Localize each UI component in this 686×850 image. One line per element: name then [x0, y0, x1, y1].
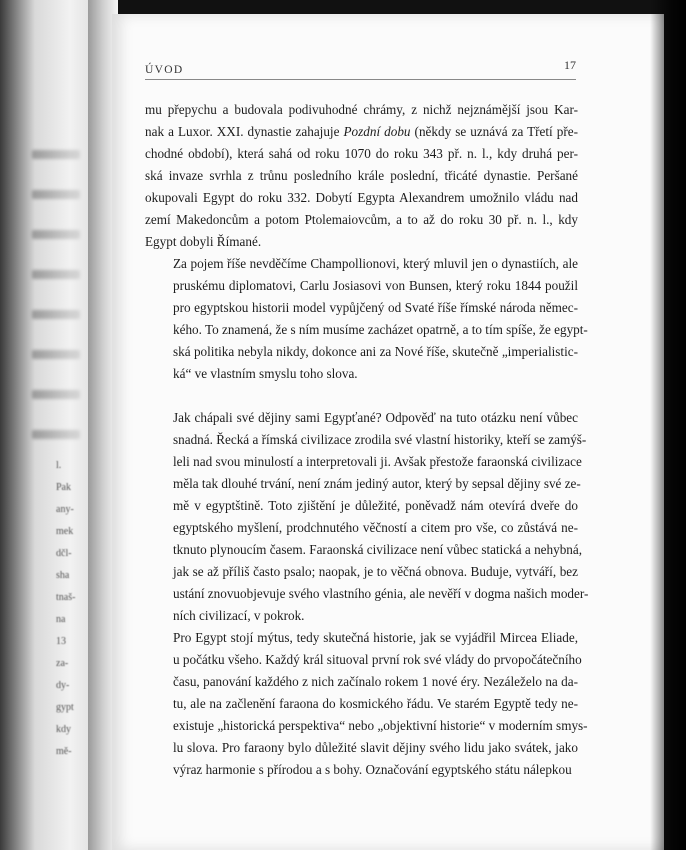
facing-fragment: dčl- — [56, 548, 72, 559]
paragraph — [145, 99, 578, 253]
facing-fragment: kdy — [56, 724, 71, 735]
text-line: lu slova. Pro faraony bylo důležité slavit dějiny svého lidu jako svátek, jako — [173, 740, 578, 755]
facing-fragment: za- — [56, 658, 69, 669]
text-line: mě v egyptštině. Toto zjištění je důležité, poněvadž nám otevírá dveře do — [173, 498, 578, 513]
paragraph — [145, 627, 588, 781]
facing-ghost-line — [32, 310, 80, 319]
text-line: u počátku všeho. Každý král situoval první rok své vlády do prvopočátečního — [173, 652, 582, 667]
text-line: egyptského myšlení, prodchnutého věčností a citem pro vše, co zůstává ne- — [173, 520, 578, 535]
text-line: výraz harmonie s přírodou a s bohy. Označování egyptského státu nálepkou — [173, 762, 572, 777]
text-line: měla tak dlouhé trvání, není znám jediný autor, který by sepsal dějiny své ze- — [173, 476, 581, 491]
facing-ghost-line — [32, 390, 80, 399]
text-line: Jak chápali své dějiny sami Egypťané? Odpověď na tuto otázku není vůbec — [173, 410, 578, 425]
facing-fragment: sha — [56, 570, 70, 581]
facing-fragment: l. — [56, 460, 62, 471]
text-line: ká“ ve vlastním smyslu toho slova. — [173, 366, 358, 381]
text-line: Za pojem říše nevděčíme Champollionovi, který mluvil jen o dynastiích, ale — [173, 256, 578, 271]
text-line: tknuto plynoucím časem. Faraonská civilizace není vůbec statická a nehybná, — [173, 542, 583, 557]
text-line: snadná. Řecká a římská civilizace zrodila své vlastní historiky, kteří se zamýš- — [173, 432, 587, 447]
facing-fragment: Pak — [56, 482, 71, 493]
facing-page — [0, 0, 100, 850]
header-rule — [145, 79, 576, 80]
text-line: mu přepychu a budovala podivuhodné chrámy, z nichž nejznámější jsou Kar- — [145, 102, 578, 117]
text-line: ská invaze svrhla z trůnu posledního krále poslední, třicáté dynastie. Peršané — [145, 168, 578, 183]
facing-ghost-line — [32, 230, 80, 239]
text-line: leli nad svou minulostí a interpretovali ji. Avšak přestože faraonská civilizace — [173, 454, 582, 469]
facing-ghost-line — [32, 350, 80, 359]
facing-fragment: mek — [56, 526, 74, 537]
facing-fragment: 13 — [56, 636, 66, 647]
text-line: jak se až příliš často psalo; naopak, je to věčná obnova. Buduje, vytváří, bez — [173, 564, 578, 579]
facing-fragment: tnaš- — [56, 592, 76, 603]
text-line: ská politika nebyla nikdy, dokonce ani za Nové říše, skutečně „imperialistic- — [173, 344, 578, 359]
text-line: okupovali Egypt do roku 332. Dobytí Egypta Alexandrem umožnilo vládu nad — [145, 190, 578, 205]
text-line: Egypt dobyli Římané. — [145, 234, 262, 249]
facing-fragment: mě- — [56, 746, 72, 757]
text-line: chodné období), která sahá od roku 1070 do roku 343 př. n. l., kdy druhá per- — [145, 146, 578, 161]
text-line: Pro Egypt stojí mýtus, tedy skutečná historie, jak se vyjádřil Mircea Eliade, — [173, 630, 578, 645]
facing-fragment: na — [56, 614, 66, 625]
text-line: kého. To znamená, že s ním musíme zacházet opatrně, a to tím spíše, že egypt- — [173, 322, 588, 337]
running-head-title: ÚVOD — [145, 64, 184, 76]
text-line: zemí Makedoncům a potom Ptolemaiovcům, a to až do roku 30 př. n. l., kdy — [145, 212, 578, 227]
facing-fragment: gypt — [56, 702, 74, 713]
text-line: tu, ale na začlenění faraona do kosmického řádu. Ve starém Egyptě tedy ne- — [173, 696, 578, 711]
paragraph — [145, 407, 589, 627]
text-line: pruskému diplomatovi, Carlu Josiasovi von Bunsen, který roku 1844 použil — [173, 278, 578, 293]
text-line: existuje „historická perspektiva“ nebo „objektivní historie“ v moderním smys- — [173, 718, 588, 733]
text-line: času, panování každého z nich začínalo rokem 1 nové éry. Nezáleželo na da- — [173, 674, 578, 689]
text-line: ustání znovuobjevuje svého vlastního génia, ale nevěří v dogma našich moder- — [173, 586, 589, 601]
text-line: nak a Luxor. XXI. dynastie zahajuje Pozdní dobu (někdy se uznává za Třetí pře- — [145, 124, 578, 139]
facing-ghost-line — [32, 150, 80, 159]
text-line: pro egyptskou historii model vypůjčený od Svaté říše římské národa němec- — [173, 300, 578, 315]
text-line: ních civilizací, v pokrok. — [173, 608, 305, 623]
page-number: 17 — [564, 58, 576, 72]
body-text — [145, 99, 589, 781]
page-edge-shadow — [650, 0, 686, 850]
facing-fragment: dy- — [56, 680, 70, 691]
facing-fragment: any- — [56, 504, 74, 515]
running-head — [145, 58, 576, 82]
facing-ghost-line — [32, 190, 80, 199]
facing-ghost-line — [32, 430, 80, 439]
paragraph — [145, 253, 588, 385]
facing-ghost-line — [32, 270, 80, 279]
